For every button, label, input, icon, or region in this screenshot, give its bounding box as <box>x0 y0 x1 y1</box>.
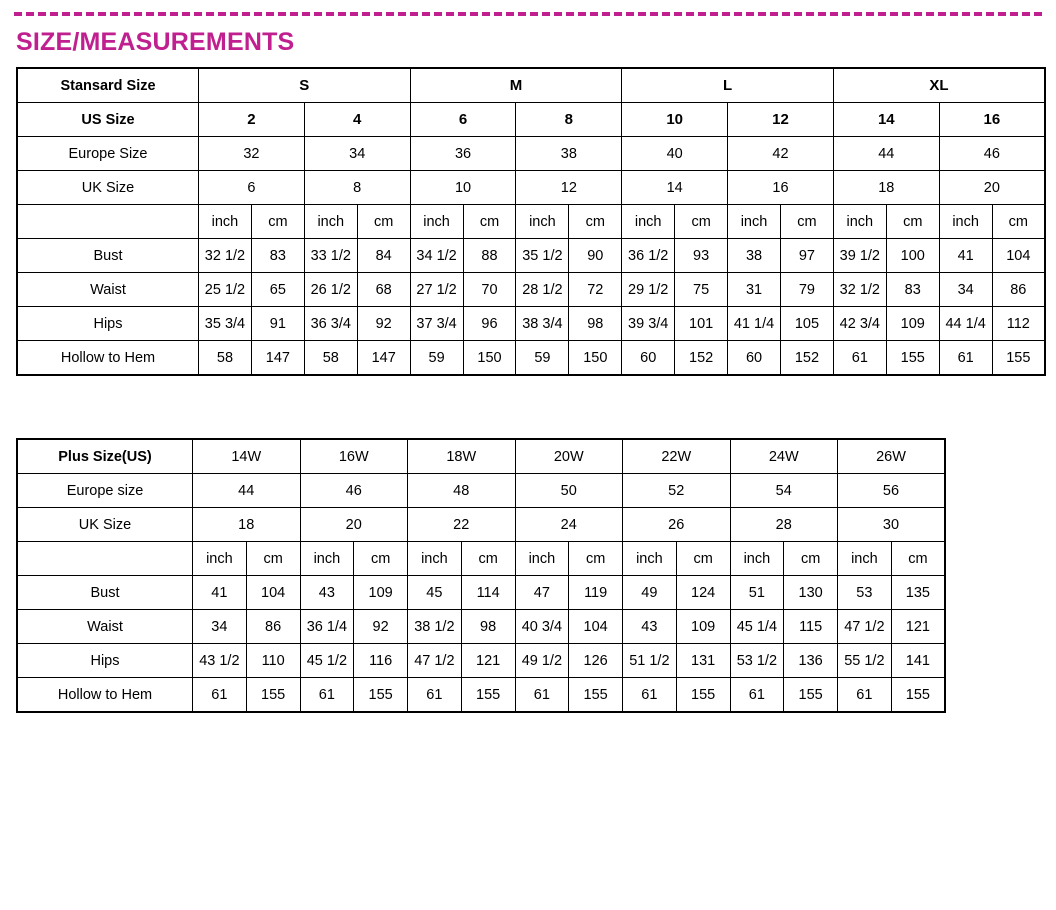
table-cell: 12 <box>728 103 834 137</box>
table-cell: 110 <box>246 644 300 678</box>
table-cell: 42 3/4 <box>833 307 886 341</box>
table-cell: 155 <box>354 678 408 713</box>
table-cell: 38 3/4 <box>516 307 569 341</box>
table-cell: 60 <box>622 341 675 376</box>
table-cell: 34 <box>939 273 992 307</box>
table-row <box>17 341 1045 376</box>
table-cell: 104 <box>992 239 1045 273</box>
table-cell: 155 <box>784 678 838 713</box>
table-cell: 61 <box>408 678 462 713</box>
table-cell: 58 <box>199 341 252 376</box>
table-cell: 119 <box>569 576 623 610</box>
row-label: Waist <box>17 273 199 307</box>
table-cell: 44 <box>833 137 939 171</box>
row-label: Europe size <box>17 474 193 508</box>
table-cell: cm <box>780 205 833 239</box>
row-label: Waist <box>17 610 193 644</box>
table-cell: 45 <box>408 576 462 610</box>
table-cell: 34 1/2 <box>410 239 463 273</box>
table-cell: cm <box>992 205 1045 239</box>
table-row <box>17 508 945 542</box>
table-cell: 30 <box>838 508 946 542</box>
table-cell: 51 <box>730 576 784 610</box>
table-cell: cm <box>463 205 516 239</box>
table-row <box>17 137 1045 171</box>
table-cell: 130 <box>784 576 838 610</box>
table-cell: inch <box>410 205 463 239</box>
table-cell: 31 <box>728 273 781 307</box>
table-cell: 40 <box>622 137 728 171</box>
table-cell: 70 <box>463 273 516 307</box>
table-cell: 49 <box>623 576 677 610</box>
table-cell: inch <box>515 542 569 576</box>
table-cell: 59 <box>410 341 463 376</box>
table-cell: 35 1/2 <box>516 239 569 273</box>
row-label: Plus Size(US) <box>17 439 193 474</box>
table-row <box>17 610 945 644</box>
table-cell: inch <box>939 205 992 239</box>
table-cell: 37 3/4 <box>410 307 463 341</box>
table-cell: 115 <box>784 610 838 644</box>
table-cell: 6 <box>410 103 516 137</box>
plus-size-table <box>16 438 946 713</box>
table-cell: 8 <box>304 171 410 205</box>
table-cell: 105 <box>780 307 833 341</box>
table-cell: 43 <box>623 610 677 644</box>
table-cell: cm <box>569 542 623 576</box>
table-cell: 36 <box>410 137 516 171</box>
plus-size-table-body <box>17 439 945 712</box>
row-label: Hips <box>17 307 199 341</box>
table-cell: inch <box>408 542 462 576</box>
table-cell: 147 <box>251 341 304 376</box>
table-cell: 155 <box>891 678 945 713</box>
table-cell: 155 <box>569 678 623 713</box>
table-cell: 91 <box>251 307 304 341</box>
table-cell: 12 <box>516 171 622 205</box>
table-cell: inch <box>304 205 357 239</box>
table-cell: 86 <box>246 610 300 644</box>
table-cell: cm <box>461 542 515 576</box>
size-chart-page <box>0 12 1056 713</box>
row-label <box>17 205 199 239</box>
row-label: UK Size <box>17 508 193 542</box>
table-row <box>17 307 1045 341</box>
table-cell: 79 <box>780 273 833 307</box>
table-cell: 43 <box>300 576 354 610</box>
row-label: US Size <box>17 103 199 137</box>
table-cell: 32 <box>199 137 305 171</box>
table-cell: inch <box>622 205 675 239</box>
table-cell: inch <box>516 205 569 239</box>
table-cell: 54 <box>730 474 838 508</box>
table-cell: inch <box>728 205 781 239</box>
table-cell: 61 <box>515 678 569 713</box>
table-cell: 98 <box>569 307 622 341</box>
table-cell: 41 <box>939 239 992 273</box>
table-cell: 83 <box>251 239 304 273</box>
table-cell: 24W <box>730 439 838 474</box>
decorative-dashed-divider <box>14 12 1042 16</box>
table-cell: 60 <box>728 341 781 376</box>
table-cell: cm <box>891 542 945 576</box>
table-cell: 96 <box>463 307 516 341</box>
table-cell: inch <box>623 542 677 576</box>
table-cell: 39 3/4 <box>622 307 675 341</box>
table-cell: 58 <box>304 341 357 376</box>
table-cell: 109 <box>886 307 939 341</box>
table-cell: cm <box>246 542 300 576</box>
table-cell: 20W <box>515 439 623 474</box>
row-label: Europe Size <box>17 137 199 171</box>
table-cell: cm <box>357 205 410 239</box>
standard-size-table <box>16 67 1046 376</box>
table-cell: 61 <box>730 678 784 713</box>
table-cell: 50 <box>515 474 623 508</box>
table-cell: 112 <box>992 307 1045 341</box>
table-cell: 53 <box>838 576 892 610</box>
row-label: Stansard Size <box>17 68 199 103</box>
table-cell: 38 <box>516 137 622 171</box>
table-cell: 86 <box>992 273 1045 307</box>
table-cell: 41 1/4 <box>728 307 781 341</box>
table-cell: L <box>622 68 834 103</box>
table-cell: 150 <box>463 341 516 376</box>
table-cell: 43 1/2 <box>193 644 247 678</box>
table-cell: 36 3/4 <box>304 307 357 341</box>
table-cell: 155 <box>886 341 939 376</box>
table-cell: 16 <box>939 103 1045 137</box>
row-label: UK Size <box>17 171 199 205</box>
table-cell: cm <box>676 542 730 576</box>
table-cell: 4 <box>304 103 410 137</box>
table-cell: XL <box>833 68 1045 103</box>
page-title: SIZE/MEASUREMENTS <box>16 28 295 56</box>
table-cell: 109 <box>676 610 730 644</box>
table-cell: 38 <box>728 239 781 273</box>
table-cell: 56 <box>838 474 946 508</box>
table-cell: 155 <box>246 678 300 713</box>
table-cell: 33 1/2 <box>304 239 357 273</box>
table-cell: 47 <box>515 576 569 610</box>
table-cell: 18W <box>408 439 516 474</box>
table-cell: 49 1/2 <box>515 644 569 678</box>
table-cell: 126 <box>569 644 623 678</box>
table-cell: 93 <box>675 239 728 273</box>
table-row <box>17 68 1045 103</box>
table-cell: 20 <box>939 171 1045 205</box>
table-cell: 61 <box>623 678 677 713</box>
table-cell: 44 <box>193 474 301 508</box>
table-cell: 152 <box>780 341 833 376</box>
table-cell: cm <box>354 542 408 576</box>
row-label <box>17 542 193 576</box>
table-cell: 25 1/2 <box>199 273 252 307</box>
table-cell: 38 1/2 <box>408 610 462 644</box>
table-cell: 14W <box>193 439 301 474</box>
row-label: Bust <box>17 239 199 273</box>
table-row <box>17 273 1045 307</box>
table-cell: 68 <box>357 273 410 307</box>
table-cell: 34 <box>304 137 410 171</box>
table-cell: 104 <box>569 610 623 644</box>
table-row <box>17 678 945 713</box>
table-cell: 114 <box>461 576 515 610</box>
table-cell: 53 1/2 <box>730 644 784 678</box>
table-cell: 36 1/4 <box>300 610 354 644</box>
table-cell: cm <box>886 205 939 239</box>
table-cell: cm <box>251 205 304 239</box>
standard-size-table-body <box>17 68 1045 375</box>
table-cell: 32 1/2 <box>199 239 252 273</box>
table-cell: 28 <box>730 508 838 542</box>
table-cell: 16W <box>300 439 408 474</box>
table-cell: 45 1/4 <box>730 610 784 644</box>
table-cell: 8 <box>516 103 622 137</box>
table-cell: 39 1/2 <box>833 239 886 273</box>
table-cell: 18 <box>833 171 939 205</box>
table-cell: 135 <box>891 576 945 610</box>
table-cell: inch <box>833 205 886 239</box>
table-cell: 10 <box>410 171 516 205</box>
table-cell: 55 1/2 <box>838 644 892 678</box>
table-cell: 42 <box>728 137 834 171</box>
table-cell: 51 1/2 <box>623 644 677 678</box>
table-cell: 52 <box>623 474 731 508</box>
table-cell: 26 1/2 <box>304 273 357 307</box>
table-cell: 14 <box>622 171 728 205</box>
table-cell: 124 <box>676 576 730 610</box>
table-row <box>17 474 945 508</box>
table-cell: 61 <box>838 678 892 713</box>
table-cell: 20 <box>300 508 408 542</box>
table-row <box>17 542 945 576</box>
table-cell: 14 <box>833 103 939 137</box>
table-cell: 16 <box>728 171 834 205</box>
table-cell: 45 1/2 <box>300 644 354 678</box>
table-cell: 121 <box>461 644 515 678</box>
table-cell: 109 <box>354 576 408 610</box>
table-row <box>17 171 1045 205</box>
table-cell: 46 <box>939 137 1045 171</box>
table-cell: 150 <box>569 341 622 376</box>
table-spacer <box>10 376 1046 438</box>
table-cell: cm <box>675 205 728 239</box>
table-cell: 6 <box>199 171 305 205</box>
table-cell: 155 <box>676 678 730 713</box>
table-cell: 32 1/2 <box>833 273 886 307</box>
table-cell: 40 3/4 <box>515 610 569 644</box>
table-cell: 131 <box>676 644 730 678</box>
table-cell: 22W <box>623 439 731 474</box>
row-label: Bust <box>17 576 193 610</box>
table-cell: 155 <box>461 678 515 713</box>
table-cell: 46 <box>300 474 408 508</box>
table-cell: 98 <box>461 610 515 644</box>
table-cell: 22 <box>408 508 516 542</box>
table-cell: 141 <box>891 644 945 678</box>
table-cell: 41 <box>193 576 247 610</box>
table-cell: 61 <box>833 341 886 376</box>
table-cell: inch <box>730 542 784 576</box>
table-row <box>17 205 1045 239</box>
table-cell: S <box>199 68 411 103</box>
row-label: Hips <box>17 644 193 678</box>
table-row <box>17 239 1045 273</box>
table-cell: 104 <box>246 576 300 610</box>
row-label: Hollow to Hem <box>17 678 193 713</box>
table-cell: 29 1/2 <box>622 273 675 307</box>
table-cell: 24 <box>515 508 623 542</box>
table-cell: inch <box>838 542 892 576</box>
table-cell: 101 <box>675 307 728 341</box>
table-cell: 61 <box>939 341 992 376</box>
table-cell: 28 1/2 <box>516 273 569 307</box>
table-cell: 90 <box>569 239 622 273</box>
table-cell: 36 1/2 <box>622 239 675 273</box>
table-cell: M <box>410 68 622 103</box>
table-cell: 136 <box>784 644 838 678</box>
table-row <box>17 439 945 474</box>
table-cell: 121 <box>891 610 945 644</box>
table-cell: cm <box>784 542 838 576</box>
table-cell: 100 <box>886 239 939 273</box>
table-cell: 92 <box>354 610 408 644</box>
table-row <box>17 644 945 678</box>
table-row <box>17 576 945 610</box>
table-row <box>17 103 1045 137</box>
table-cell: 35 3/4 <box>199 307 252 341</box>
table-cell: 61 <box>300 678 354 713</box>
table-cell: 47 1/2 <box>838 610 892 644</box>
table-cell: 26 <box>623 508 731 542</box>
table-cell: 92 <box>357 307 410 341</box>
table-cell: 26W <box>838 439 946 474</box>
table-cell: inch <box>199 205 252 239</box>
table-cell: 65 <box>251 273 304 307</box>
table-cell: 152 <box>675 341 728 376</box>
table-cell: 27 1/2 <box>410 273 463 307</box>
table-cell: inch <box>300 542 354 576</box>
table-cell: cm <box>569 205 622 239</box>
table-cell: 75 <box>675 273 728 307</box>
table-cell: inch <box>193 542 247 576</box>
table-cell: 59 <box>516 341 569 376</box>
table-cell: 2 <box>199 103 305 137</box>
table-cell: 18 <box>193 508 301 542</box>
table-cell: 44 1/4 <box>939 307 992 341</box>
table-cell: 72 <box>569 273 622 307</box>
table-cell: 48 <box>408 474 516 508</box>
table-cell: 84 <box>357 239 410 273</box>
table-cell: 61 <box>193 678 247 713</box>
table-cell: 47 1/2 <box>408 644 462 678</box>
table-cell: 34 <box>193 610 247 644</box>
table-cell: 147 <box>357 341 410 376</box>
row-label: Hollow to Hem <box>17 341 199 376</box>
table-cell: 83 <box>886 273 939 307</box>
table-cell: 155 <box>992 341 1045 376</box>
table-cell: 10 <box>622 103 728 137</box>
table-cell: 116 <box>354 644 408 678</box>
table-cell: 97 <box>780 239 833 273</box>
table-cell: 88 <box>463 239 516 273</box>
